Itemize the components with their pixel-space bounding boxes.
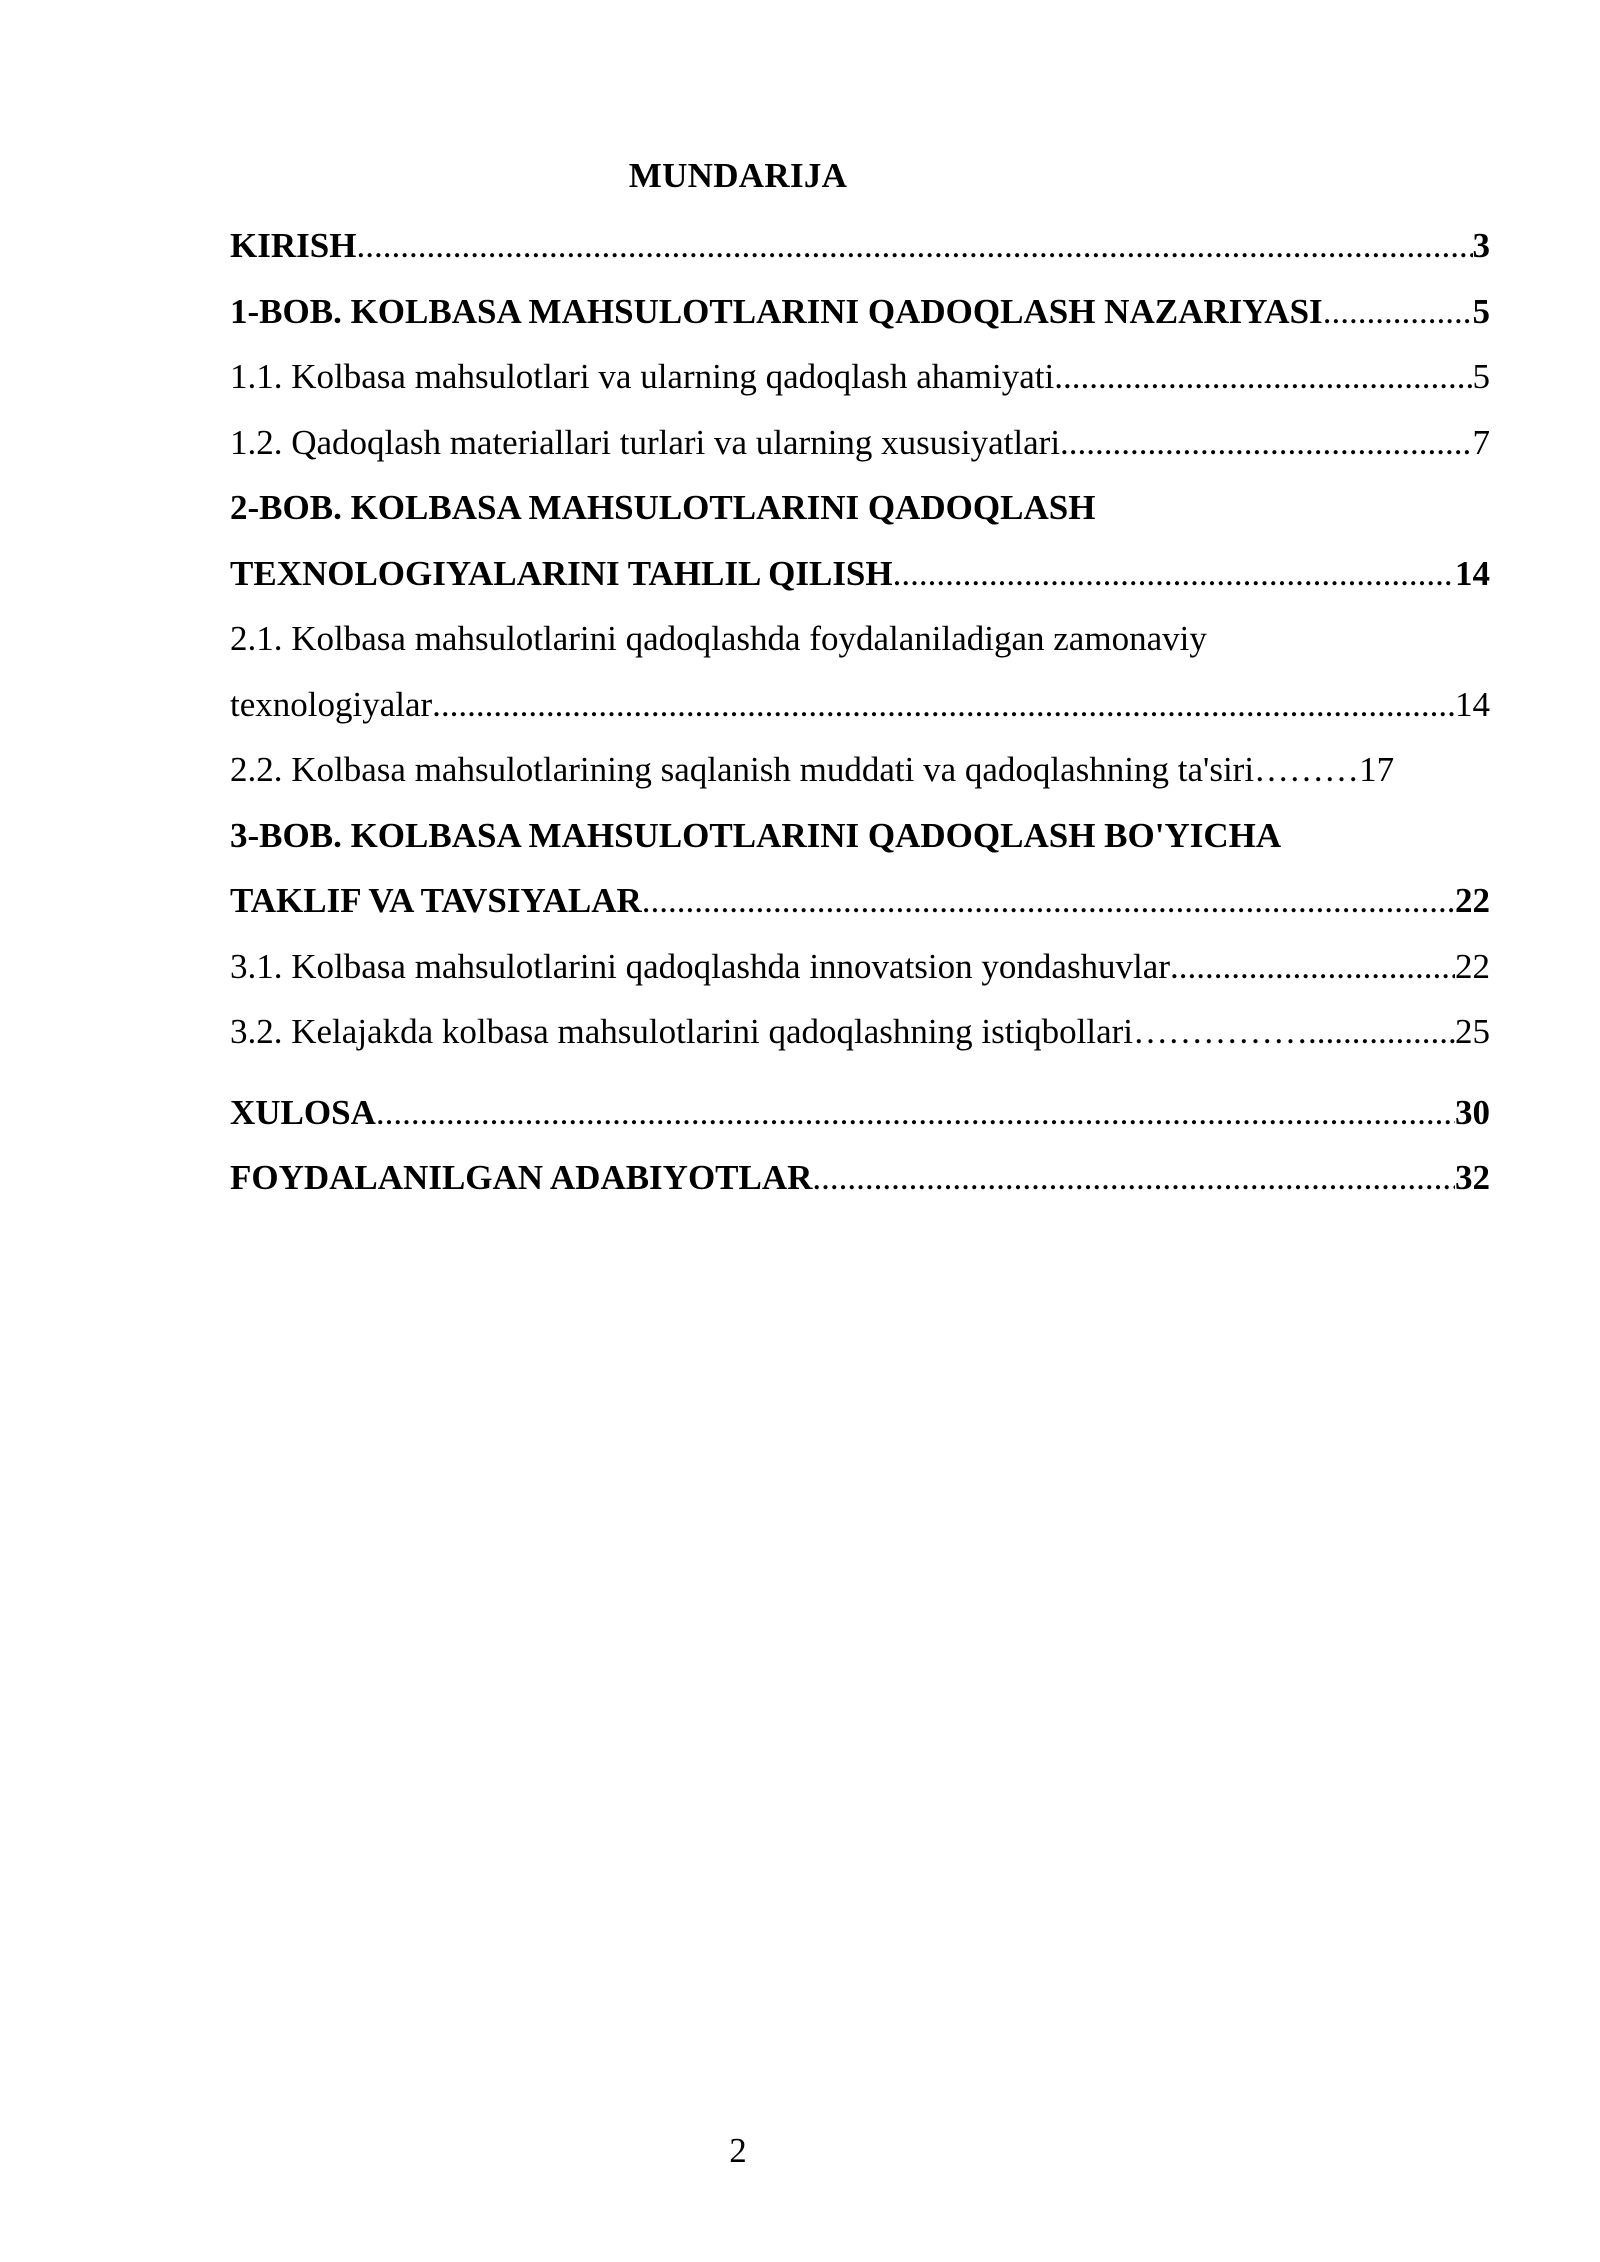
toc-entry-page: 14: [1455, 684, 1490, 724]
toc-entry-page: 30: [1455, 1092, 1490, 1132]
toc-entry-label: 3.1. Kolbasa mahsulotlarini qadoqlashda innovatsion yondashuvlar: [230, 946, 1170, 986]
toc-entry-page: 5: [1472, 357, 1490, 396]
toc-entry-page: 5: [1472, 291, 1490, 331]
toc-entry-page: 3: [1472, 226, 1490, 265]
toc-entry-page: 17: [1359, 750, 1395, 789]
toc-entry-kirish[interactable]: [230, 213, 1490, 279]
toc-leader-dots: [376, 1080, 1455, 1146]
toc-entry-references[interactable]: [230, 1145, 1490, 1211]
toc-entry-section-1-2[interactable]: [230, 410, 1490, 476]
toc-entry-label: KIRISH: [230, 226, 357, 265]
toc-leader-dots: [642, 868, 1455, 934]
toc-entry-label: FOYDALANILGAN ADABIYOTLAR: [230, 1158, 813, 1197]
toc-entry-page: 14: [1455, 553, 1490, 593]
toc-entry-label: TEXNOLOGIYALARINI TAHLIL QILISH: [230, 553, 893, 593]
toc-leader-dots: [1054, 344, 1472, 410]
toc-leader-dots: [1308, 999, 1455, 1065]
toc-entry-label: 1.2. Qadoqlash materiallari turlari va ularning xususiyatlari: [230, 422, 1061, 462]
toc-entry-section-2-1-line-1[interactable]: [230, 606, 1490, 672]
toc-entry-chapter-3-line-2[interactable]: [230, 868, 1490, 934]
toc-entry-chapter-3-line-1[interactable]: [230, 803, 1490, 869]
toc-spacer: [230, 1065, 1490, 1080]
toc-entry-section-3-1[interactable]: [230, 934, 1490, 1000]
toc-entry-chapter-1[interactable]: [230, 279, 1490, 345]
toc-leader-dots: [893, 541, 1455, 607]
toc-leader-dots: [432, 672, 1455, 738]
toc-entry-label: XULOSA: [230, 1092, 376, 1132]
toc-entry-chapter-2-line-1[interactable]: [230, 475, 1490, 541]
toc-entry-page: 25: [1455, 1012, 1490, 1051]
toc-leader-dots: [1060, 410, 1472, 476]
toc-entry-label: 1.1. Kolbasa mahsulotlari va ularning qadoqlash ahamiyati: [230, 357, 1055, 396]
toc-entry-label: 2-BOB. KOLBASA MAHSULOTLARINI QADOQLASH: [230, 488, 1096, 527]
toc-entry-section-2-1-line-2[interactable]: [230, 672, 1490, 738]
toc-entry-page: 7: [1472, 422, 1490, 462]
toc-entry-label: 3.2. Kelajakda kolbasa mahsulotlarini qadoqlashning istiqbollari……………: [230, 1012, 1309, 1051]
toc-entry-chapter-2-line-2[interactable]: [230, 541, 1490, 607]
toc-entry-section-1-1[interactable]: [230, 344, 1490, 410]
toc-leader-dots: [356, 213, 1472, 279]
page-number: 2: [729, 2131, 747, 2170]
toc-leader-dots: [812, 1145, 1455, 1211]
toc-entry-page: 22: [1455, 881, 1490, 920]
toc-entry-page: 32: [1455, 1158, 1490, 1197]
toc-title: MUNDARIJA: [628, 156, 848, 195]
toc-entry-label: 1-BOB. KOLBASA MAHSULOTLARINI QADOQLASH NAZARIYASI: [230, 291, 1323, 331]
toc-entry-label: 3-BOB. KOLBASA MAHSULOTLARINI QADOQLASH BO'YICHA: [230, 815, 1282, 855]
toc-entry-section-3-2[interactable]: [230, 999, 1490, 1065]
table-of-contents: [230, 213, 1490, 1211]
toc-entry-xulosa[interactable]: [230, 1080, 1490, 1146]
toc-entry-label: texnologiyalar: [230, 684, 433, 724]
toc-leader-dots: [1323, 279, 1473, 345]
toc-leader-dots: [1170, 934, 1455, 1000]
toc-entry-label: TAKLIF VA TAVSIYALAR: [230, 881, 642, 920]
toc-entry-label: 2.2. Kolbasa mahsulotlarining saqlanish muddati va qadoqlashning ta'siri………: [230, 750, 1360, 789]
toc-entry-label: 2.1. Kolbasa mahsulotlarini qadoqlashda foydalaniladigan zamonaviy: [230, 619, 1207, 658]
toc-entry-section-2-2[interactable]: [230, 737, 1490, 803]
toc-entry-page: 22: [1455, 946, 1490, 986]
